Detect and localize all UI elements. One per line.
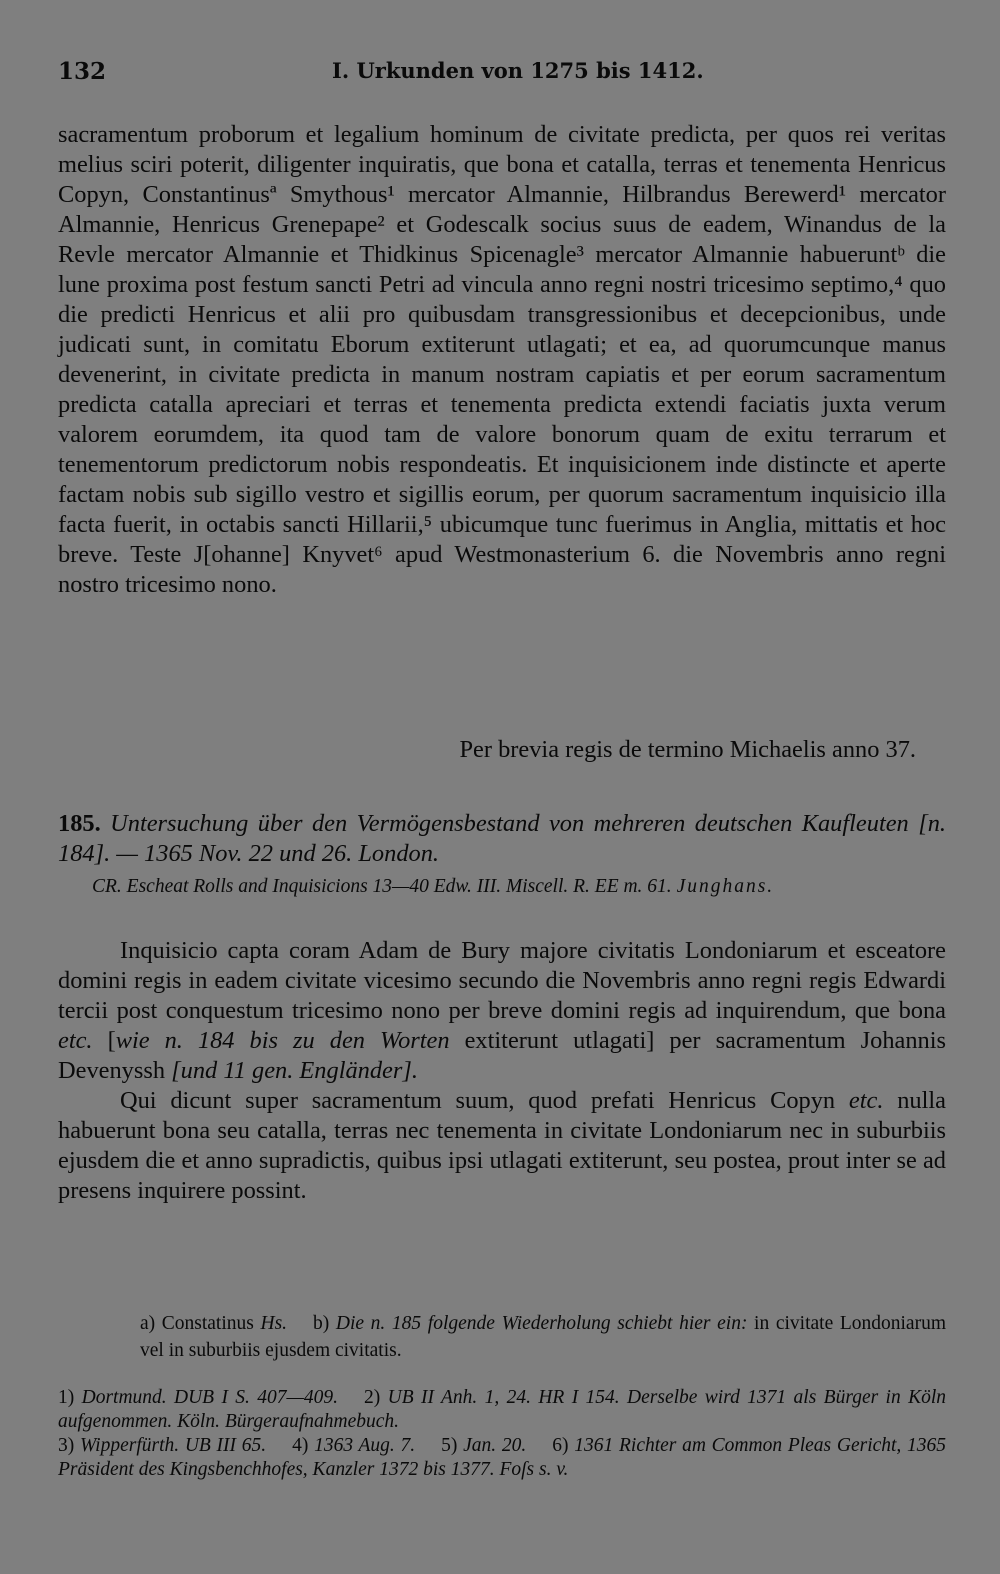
footnote-3-label: 3) (58, 1435, 80, 1456)
footnote-2-text: UB II Anh. 1, 24. HR I 154. Derselbe wird 1371 als Bürger in Köln aufgenommen. Köln. Bürgeraufnahmebuch. (58, 1387, 946, 1432)
footnote-1-text: Dortmund. DUB I S. 407—409. (81, 1387, 339, 1408)
text-run: Qui dicunt super sacramentum suum, quod prefati Henricus Copyn (120, 1087, 849, 1114)
text-run-italic: etc. (848, 1087, 884, 1114)
footnote-2-label: 2) (364, 1387, 388, 1408)
source-editor: Junghans. (676, 876, 775, 897)
textual-footnotes (140, 1310, 946, 1364)
running-head: I. Urkunden von 1275 bis 1412. (332, 58, 704, 83)
footnote-a-text: Hs. (260, 1313, 288, 1334)
footnote-3-text: Wipperfürth. UB III 65. (79, 1435, 267, 1456)
footnote-b-label: b) (313, 1313, 336, 1334)
footnote-5-text: Jan. 20. (463, 1435, 527, 1456)
footnote-6-label: 6) (552, 1435, 575, 1456)
text-run-italic: wie n. 184 bis zu den Worten (115, 1027, 450, 1054)
text-run-italic: etc. (58, 1027, 93, 1054)
page-number: 132 (58, 58, 107, 85)
text-run: Inquisicio capta coram Adam de Bury majore civitatis Londoniarum et esceatore domini regis in eadem civitate vicesimo secundo die Novembris anno regni regis Edwardi tercii post conquestum tricesimo nono per breve domini regis ad inquirendum, que bona (58, 937, 946, 1024)
document-body (58, 936, 946, 1206)
document-heading (58, 809, 946, 869)
footnote-5-label: 5) (441, 1435, 464, 1456)
source-reference (92, 874, 944, 900)
source-archive: CR. Escheat Rolls and Inquisicions 13—40 Edw. III. Miscell. R. EE m. 61. (92, 876, 672, 897)
text-run: extiterunt utlagati] per sacramentum Johannis Devenyssh (58, 1027, 946, 1084)
document-title: Untersuchung über den Vermögensbestand von mehreren deutschen Kaufleuten [n. 184]. — 1365 Nov. 22 und 26. London. (58, 810, 946, 867)
per-brevia-line: Per brevia regis de termino Michaelis anno 37. (459, 736, 916, 763)
footnote-4-text: 1363 Aug. 7. (314, 1435, 416, 1456)
text-run: [ (92, 1027, 116, 1054)
document-number: 185. (58, 810, 101, 837)
footnote-1-label: 1) (58, 1387, 82, 1408)
body-paragraph-1: sacramentum proborum et legalium hominum de civitate predicta, per quos rei veritas melius sciri poterit, diligenter inquiratis, que bona et catalla, terras et tenementa Henricus Copyn, Constantinusª Smythous¹ mercator Almannie, Hilbrandus Berewerd¹ mercator Almannie, Henricus Grenepape² et Godescalk socius suus de eadem, Winandus de la Revle mercator Almannie et Thidkinus Spicenagle³ mercator Almannie habueruntᵇ die lune proxima post festum sancti Petri ad vincula anno regni nostri tricesimo septimo,⁴ quo die predicti Henricus et alii pro quibusdam transgressionibus et decepcionibus, unde judicati sunt, in comitatu Eborum extiterunt utlagati; et ea, ad quorumcunque manus devenerint, in civitate predicta in manum nostram capiatis et per eorum sacramentum predicta catalla apreciari et terras et tenementa predicta extendi faciatis juxta verum valorem eorumdem, ita quod tam de valore bonorum quam de exitu terrarum et tenementorum predictorum nobis respondeatis. Et inquisicionem inde distincte et aperte factam nobis sub sigillo vestro et sigillis eorum, per quorum sacramentum inquisicio illa facta fuerit, in octabis sancti Hillarii,⁵ ubicumque tunc fuerimus in Anglia, mittatis et hoc breve. Teste J[ohanne] Knyvet⁶ apud Westmonasterium 6. die Novembris anno regni nostro tricesimo nono. (58, 121, 946, 598)
text-run-italic: [und 11 gen. Engländer]. (171, 1057, 418, 1084)
footnote-4-label: 4) (292, 1435, 315, 1456)
footnote-a-label: a) Constatinus (140, 1313, 261, 1334)
page-header (58, 58, 942, 98)
body-paragraph-2 (58, 936, 946, 1086)
footnote-b-italic: Die n. 185 folgende Wiederholung schiebt hier ein: (335, 1313, 748, 1334)
body-paragraph-3 (58, 1086, 946, 1206)
numbered-footnotes (58, 1386, 946, 1482)
text-run: nulla habuerunt bona seu catalla, terras nec tenementa in civitate Londoniarum nec in suburbiis ejusdem die et anno supradictis, quibus ipsi utlagati extiterunt, seu postea, prout inter se ad presens inquirere possint. (58, 1087, 947, 1204)
footnote-6-text: 1361 Richter am Common Pleas Gericht, 1365 Präsident des Kingsbenchhofes, Kanzler 1372 bis 1377. Foſs s. v. (58, 1435, 947, 1480)
footnote-b-text: in civitate Londoniarum vel in suburbiis ejusdem civitatis. (140, 1313, 946, 1361)
